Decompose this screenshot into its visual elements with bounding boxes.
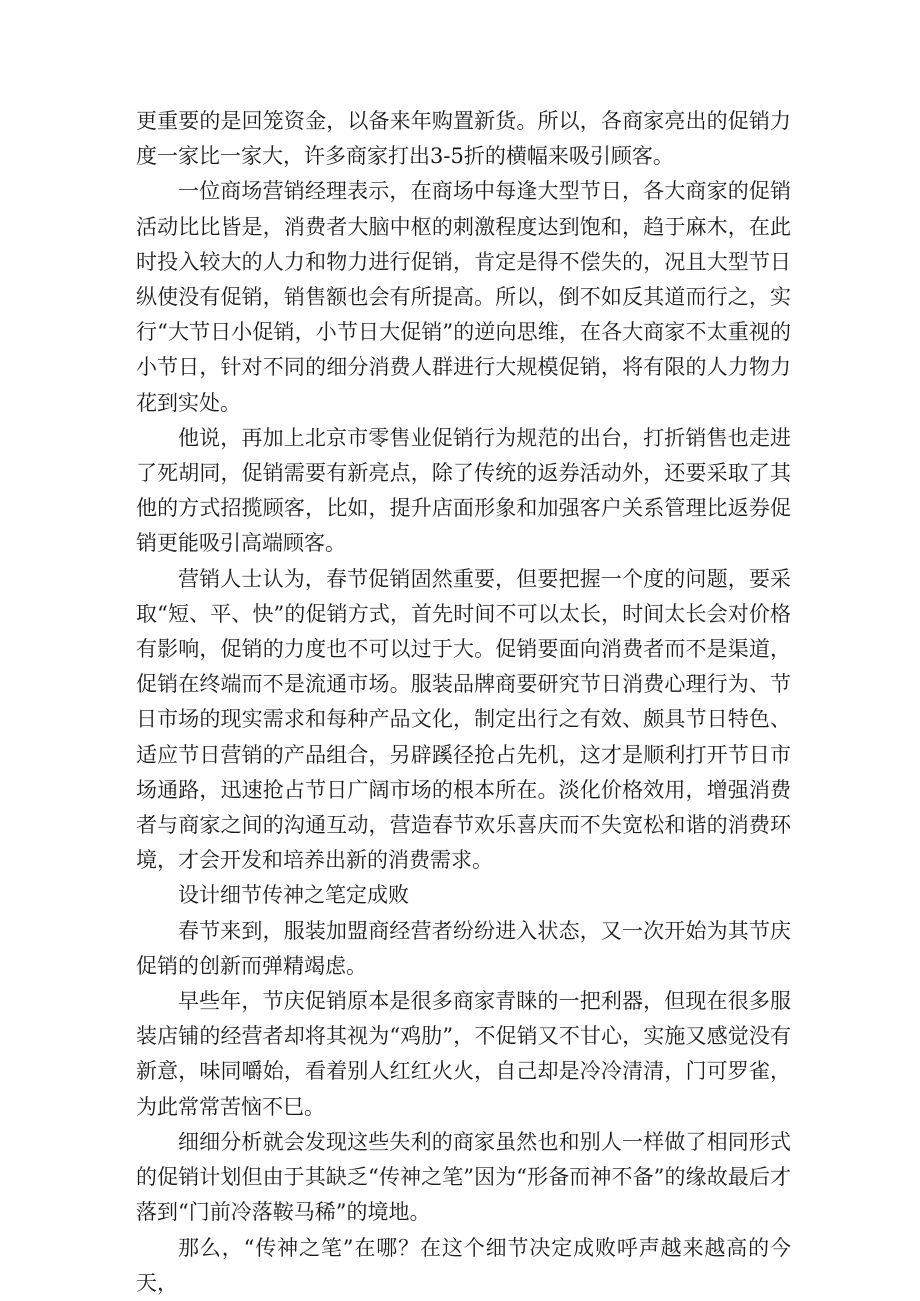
paragraph-1: 更重要的是回笼资金，以备来年购置新货。所以，各商家亮出的促销力度一家比一家大，许多商家打出3-5折的横幅来吸引顾客。 — [136, 109, 791, 169]
paragraph-8: 那么，“传神之笔”在哪？在这个细节决定成败呼声越来越高的今天， — [136, 1235, 791, 1295]
document-body — [136, 104, 791, 1301]
paragraph-5: 春节来到，服装加盟商经营者纷纷进入状态，又一次开始为其节庆促销的创新而弹精竭虑。 — [136, 918, 791, 978]
paragraph-6: 早些年，节庆促销原本是很多商家青睐的一把利器，但现在很多服装店铺的经营者却将其视为“鸡肋”，不促销又不甘心，实施又感觉没有新意，味同嚼始，看着别人红红火火，自己却是冷冷清清，门可罗雀，为此常常苦恼不巳。 — [136, 989, 791, 1119]
paragraph-4: 营销人士认为，春节促销固然重要，但要把握一个度的问题，要采取“短、平、快”的促销方式，首先时间不可以太长，时间太长会对价格有影响，促销的力度也不可以过于大。促销要面向消费者而不是渠道，促销在终端而不是流通市场。服装品牌商要研究节日消费心理行为、节日市场的现实需求和每种产品文化，制定出行之有效、颇具节日特色、适应节日营销的产品组合，另辟蹊径抢占先机，这才是顺利打开节日市场通路，迅速抢占节日广阔市场的根本所在。淡化价格效用，增强消费者与商家之间的沟通互动，营造春节欢乐喜庆而不失宽松和谐的消费环境，才会开发和培养出新的消费需求。 — [136, 566, 791, 873]
paragraph-7: 细细分析就会发现这些失利的商家虽然也和别人一样做了相同形式的促销计划但由于其缺乏“传神之笔”因为“形备而神不备”的缘故最后才落到“门前冷落鞍马稀”的境地。 — [136, 1129, 791, 1225]
section-heading: 设计细节传神之笔定成败 — [178, 883, 409, 908]
paragraph-3: 他说，再加上北京市零售业促销行为规范的出台，打折销售也走进了死胡同，促销需要有新亮点，除了传统的返券活动外，还要采取了其他的方式招揽顾客，比如，提升店面形象和加强客户关系管理比返券促销更能吸引高端顾客。 — [136, 425, 791, 556]
paragraph-2: 一位商场营销经理表示，在商场中每逢大型节日，各大商家的促销活动比比皆是，消费者大脑中枢的刺激程度达到饱和，趋于麻木，在此时投入较大的人力和物力进行促销，肯定是得不偿失的，况且大型节日纵使没有促销，销售额也会有所提高。所以，倒不如反其道而行之，实行“大节日小促销，小节日大促销”的逆向思维，在各大商家不太重视的小节日，针对不同的细分消费人群进行大规模促销，将有限的人力物力花到实处。 — [136, 179, 791, 415]
